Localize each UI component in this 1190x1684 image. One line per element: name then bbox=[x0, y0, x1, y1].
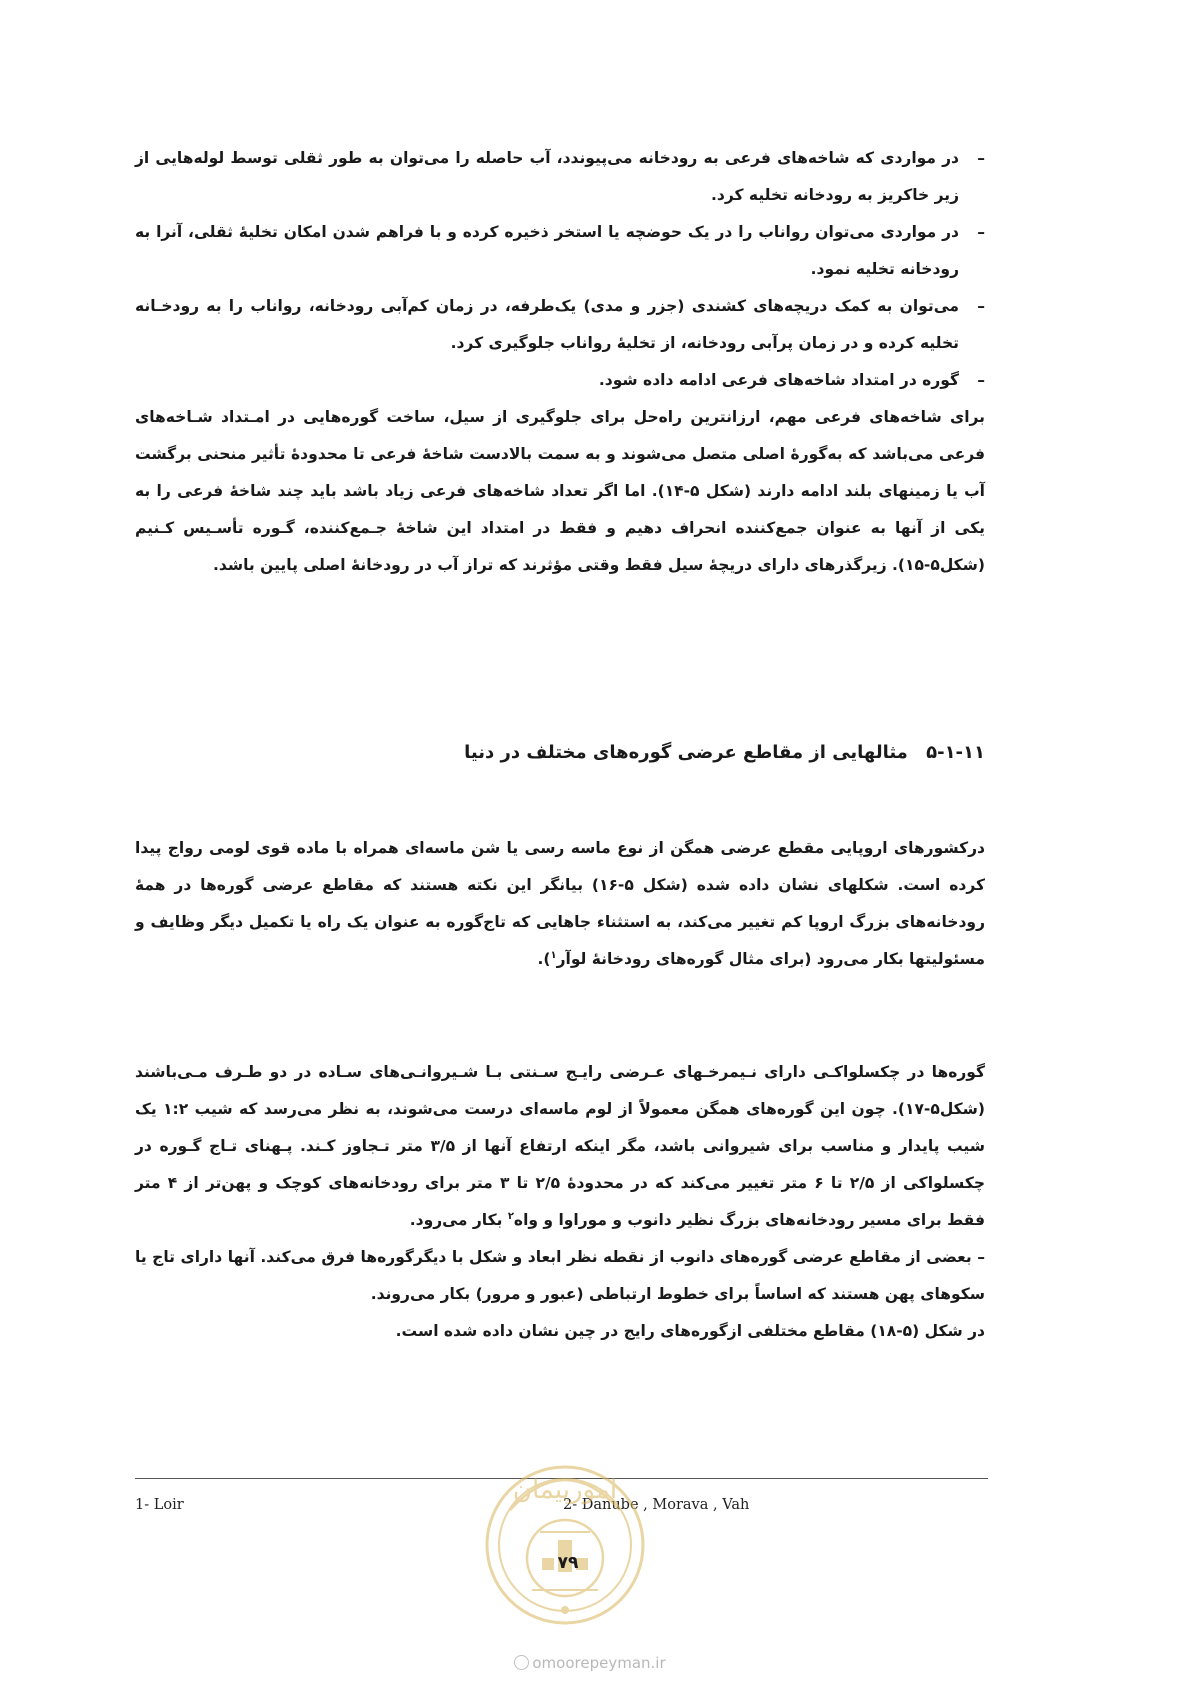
bullet-text: در مواردی می‌توان رواناب را در یک حوضچه یا استخر ذخیره کرده و با فراهم شدن امکان تخلیهٔ ثقلی، آنرا به رودخانه تخلیه نمود. bbox=[135, 223, 959, 278]
paragraph-tributary-levees: برای شاخه‌های فرعی مهم، ارزانترین راه‌حل برای جلوگیری از سیل، ساخت گوره‌هایی در امـتداد شـاخه‌های فرعی می‌باشد که به‌گورهٔ اصلی متصل می‌شوند و به سمت بالادست شاخهٔ فرعی تا محدودهٔ تأثیر منحنی برگشت آب یا زمینهای بلند ادامه دارند (شکل ۵-۱۴). اما اگر تعداد شاخه‌های فرعی زیاد باشد باید چند شاخهٔ فرعی را به یکی از آنها به عنوان جمع‌کننده انحراف دهیم و فقط در امتداد این شاخهٔ جـمع‌کننده، گـوره تأسـیس کـنیم (شکل۵-۱۵). زیرگذرهای دارای دریچهٔ سیل فقط وقتی مؤثرند که تراز آب در رودخانهٔ اصلی پایین باشد. bbox=[135, 408, 985, 574]
paragraph-czech-block bbox=[135, 1054, 985, 1350]
watermark-site bbox=[470, 1654, 710, 1672]
footnote-ref-2: ۲ bbox=[507, 1210, 514, 1222]
footnote-danube: 2- Danube , Morava , Vah bbox=[563, 1497, 750, 1513]
footnote-loir: 1- Loir bbox=[135, 1497, 184, 1513]
section-heading bbox=[135, 738, 985, 768]
paragraph-europe-text: درکشورهای اروپایی مقطع عرضی همگن از نوع ماسه رسی یا شن ماسه‌ای همراه با ماده قوی لومی رواج پیدا کرده است. شکلهای نشان داده شده (شکل ۵-۱۶) بیانگر این نکته هستند که مقاطع عرضی گوره‌ها در همهٔ رودخانه‌های بزرگ اروپا کم تغییر می‌کند، به استثناء جاهایی که تاج‌گوره به عنوان یک راه یا تکمیل دیگر وظایف و مسئولیتها بکار می‌رود (برای مثال گوره‌های رودخانهٔ لوآر bbox=[135, 839, 985, 968]
section-title: مثالهایی از مقاطع عرضی گوره‌های مختلف در دنیا bbox=[464, 742, 908, 763]
watermark-logo-icon bbox=[470, 1440, 660, 1640]
bullet-item bbox=[135, 362, 985, 399]
watermark-site-text: omoorepeyman.ir bbox=[532, 1654, 666, 1672]
paragraph-czech bbox=[135, 1054, 985, 1239]
paragraph-czech-end: بکار می‌رود. bbox=[409, 1211, 508, 1229]
paragraph-china: در شکل (۵-۱۸) مقاطع مختلفی ازگوره‌های رایج در چین نشان داده شده است. bbox=[395, 1322, 985, 1340]
paragraph-europe-block bbox=[135, 830, 985, 978]
bullet-item bbox=[135, 214, 985, 288]
bullet-dash: – bbox=[977, 223, 985, 241]
footnote-ref-1: ۱ bbox=[550, 949, 557, 961]
paragraph-europe-end: ). bbox=[537, 950, 551, 968]
bullet-item bbox=[135, 288, 985, 362]
bullet-dash: – bbox=[977, 149, 985, 167]
bullet-item bbox=[135, 140, 985, 214]
bullet-text: می‌توان به کمک دریچه‌های کشندی (جزر و مدی) یک‌طرفه، در زمان کم‌آبی رودخانه، رواناب را به رودخـانه تخلیه کرده و در زمان پرآبی رودخانه، از تخلیهٔ رواناب جلوگیری کرد. bbox=[135, 297, 959, 352]
bullet-dash: – bbox=[977, 371, 985, 389]
bullet-dash: – bbox=[977, 297, 985, 315]
watermark-logo-text: امورپیمان bbox=[512, 1475, 618, 1505]
bullet-text: گوره در امتداد شاخه‌های فرعی ادامه داده شود. bbox=[598, 371, 959, 389]
section-number: ۵-۱-۱۱ bbox=[926, 742, 985, 763]
paragraph-danube: – بعضی از مقاطع عرضی گوره‌های دانوب از نقطه نظر ابعاد و شکل با دیگرگوره‌ها فرق می‌کند. آنها دارای تاج یا سکوهای پهن هستند که اساساً برای خطوط ارتباطی (عبور و مرور) بکار می‌روند. bbox=[135, 1248, 985, 1303]
bullet-list bbox=[135, 140, 985, 584]
globe-icon bbox=[514, 1655, 529, 1670]
paragraph-czech-text: گوره‌ها در چکسلواکـی دارای نـیمرخـهای عـرضی رایـج سـنتی بـا شـیروانـی‌های سـاده در دو طـرف مـی‌باشند (شکل۵-۱۷). چون این گوره‌های همگن معمولاً از لوم ماسه‌ای درست می‌شوند، به نظر می‌رسد که شیب ۱:۲ یک شیب پایدار و مناسب برای شیروانی باشد، مگر اینکه ارتفاع آنها از ۳/۵ متر تـجاوز کـند. پـهنای تـاج گـوره در چکسلواکی از ۲/۵ تا ۶ متر تغییر می‌کند که در محدودهٔ ۲/۵ تا ۳ متر برای رودخانه‌های کوچک و پهن‌تر از ۴ متر فقط برای مسیر رودخانه‌های بزرگ نظیر دانوب و موراوا و واه bbox=[135, 1063, 986, 1229]
bullet-text: در مواردی که شاخه‌های فرعی به رودخانه می‌پیوندد، آب حاصله را می‌توان به طور ثقلی توسط لوله‌هایی از زیر خاکریز به رودخانه تخلیه کرد. bbox=[135, 149, 959, 204]
page-number: ۷۹ bbox=[557, 1553, 579, 1573]
paragraph-europe bbox=[135, 830, 985, 978]
